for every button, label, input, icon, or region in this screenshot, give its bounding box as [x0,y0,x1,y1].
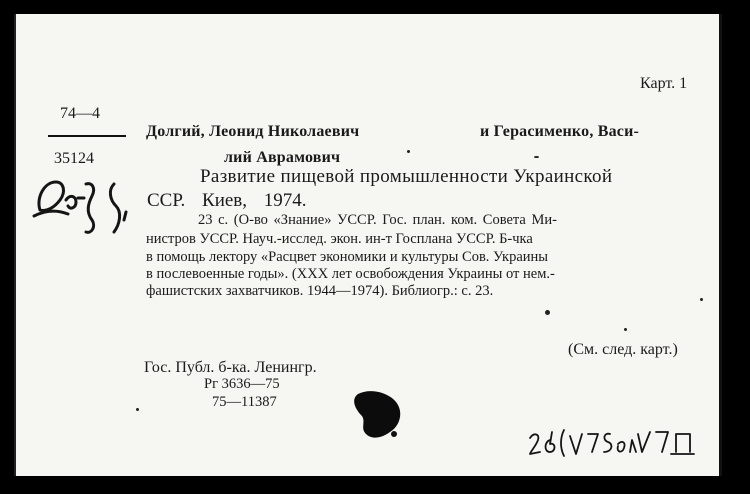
shelf-mark-divider [48,135,126,137]
card-edge-left [14,14,16,476]
handwritten-margin-note [30,170,138,242]
catalog-card [14,14,722,476]
speck [407,150,410,153]
shelf-mark-top: 74—4 [60,105,100,122]
accession-line-2: 75—11387 [212,394,277,410]
card-edge-right [719,14,722,476]
ink-blot [348,386,408,444]
notes-line-4: в послевоенные годы». (XXX лет освобождения Украины от нем.- [146,266,555,282]
accession-line-1: Рг 3636—75 [204,376,280,392]
speck [545,310,550,315]
author-heading-continued: лий Аврамович [224,149,341,166]
coauthor-heading: и Герасименко, Васи- [480,123,640,140]
title-line-2: ССР. Киев, 1974. [147,190,307,211]
library-line: Гос. Публ. б-ка. Ленингр. [144,359,317,376]
title-line-1: Развитие пищевой промышленности Украинской [200,166,613,187]
continuation-note: (См. след. карт.) [568,341,678,358]
handwritten-call-number [526,422,696,464]
speck [534,156,539,158]
notes-line-5: фашистских захватчиков. 1944—1974). Библиогр.: с. 23. [146,283,494,299]
author-heading: Долгий, Леонид Николаевич [146,123,360,140]
speck [624,328,627,331]
card-number: Карт. 1 [640,75,688,92]
shelf-mark-bottom: 35124 [54,150,94,167]
speck [700,298,703,301]
speck [136,408,139,411]
notes-line-2: нистров УССР. Науч.-исслед. экон. ин-т Госплана УССР. Б-чка [146,231,533,247]
notes-line-3: в помощь лектору «Расцвет экономики и культуры Сов. Украины [146,249,549,265]
notes-line-1: 23 с. (О-во «Знание» УССР. Гос. план. ком. Совета Ми- [198,212,557,228]
